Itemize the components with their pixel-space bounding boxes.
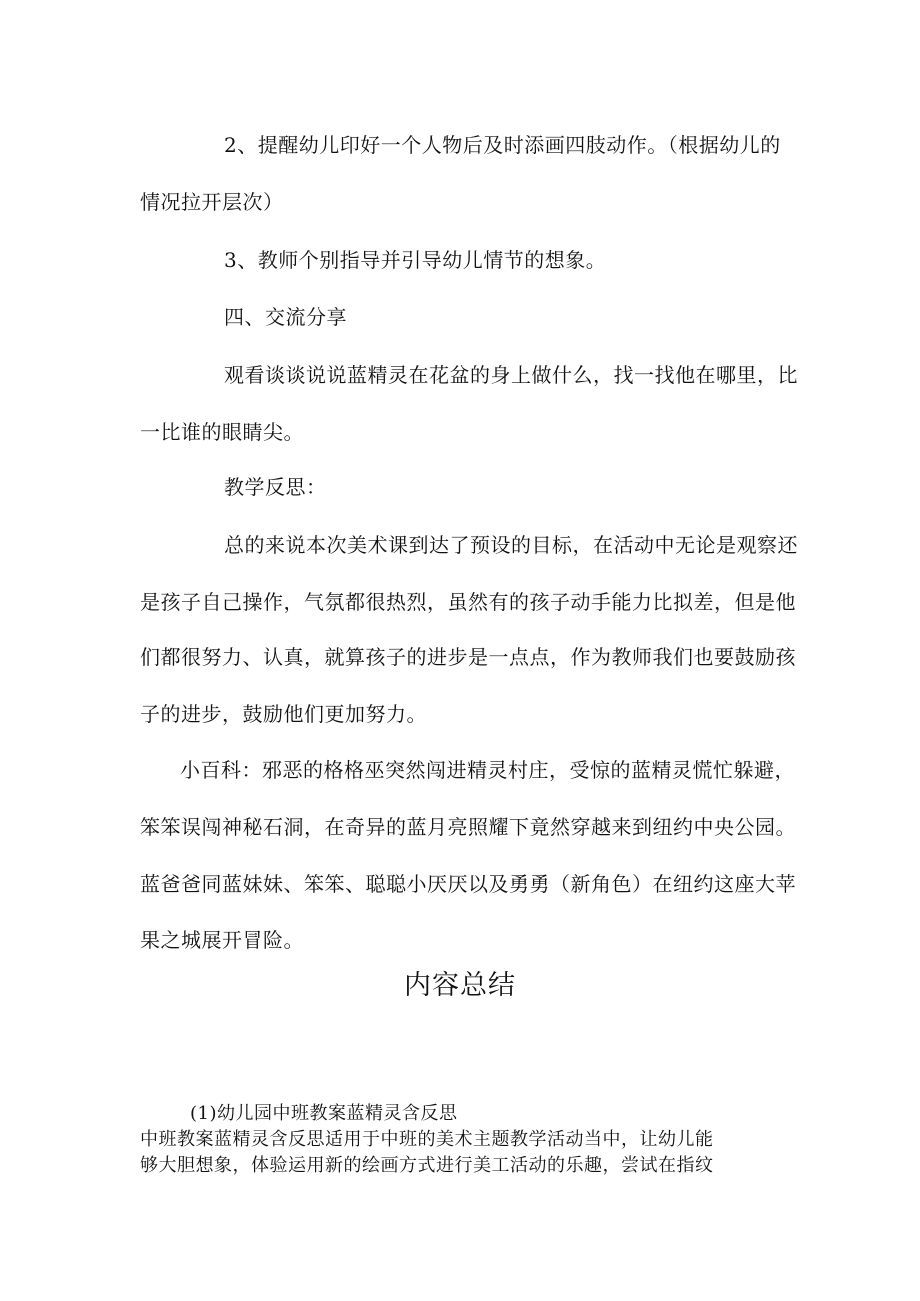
encyclopedia-line-2: 笨笨误闯神秘石洞，在奇异的蓝月亮照耀下竟然穿越来到纽约中央公园。	[140, 815, 796, 839]
paragraph-step-3: 3、教师个别指导并引导幼儿情节的想象。	[224, 248, 607, 272]
summary-item-1: (1)幼儿园中班教案蓝精灵含反思	[190, 1103, 458, 1124]
section-heading-share: 四、交流分享	[224, 305, 347, 329]
encyclopedia-line-1: 小百科：邪恶的格格巫突然闯进精灵村庄，受惊的蓝精灵慌忙躲避，	[180, 758, 795, 782]
encyclopedia-line-4: 果之城展开冒险。	[140, 928, 304, 952]
paragraph-step-2-line-2: 情况拉开层次）	[140, 190, 284, 214]
summary-title: 内容总结	[404, 970, 516, 1001]
reflection-line-3: 们都很努力、认真，就算孩子的进步是一点点，作为教师我们也要鼓励孩	[140, 645, 796, 669]
summary-text-line-2: 够大胆想象，体验运用新的绘画方式进行美工活动的乐趣，尝试在指纹	[140, 1155, 714, 1176]
reflection-heading: 教学反思：	[224, 475, 327, 499]
paragraph-share-line-1: 观看谈谈说说蓝精灵在花盆的身上做什么，找一找他在哪里，比	[224, 363, 798, 387]
paragraph-step-2-line-1: 2、提醒幼儿印好一个人物后及时添画四肢动作。（根据幼儿的	[224, 133, 781, 157]
reflection-line-1: 总的来说本次美术课到达了预设的目标，在活动中无论是观察还	[224, 533, 798, 557]
encyclopedia-line-3: 蓝爸爸同蓝妹妹、笨笨、聪聪小厌厌以及勇勇（新角色）在纽约这座大苹	[140, 872, 796, 896]
reflection-line-4: 子的进步，鼓励他们更加努力。	[140, 702, 427, 726]
paragraph-share-line-2: 一比谁的眼睛尖。	[140, 420, 304, 444]
reflection-line-2: 是孩子自己操作，气氛都很热烈，虽然有的孩子动手能力比拟差，但是他	[140, 590, 796, 614]
summary-text-line-1: 中班教案蓝精灵含反思适用于中班的美术主题教学活动当中，让幼儿能	[140, 1129, 714, 1150]
